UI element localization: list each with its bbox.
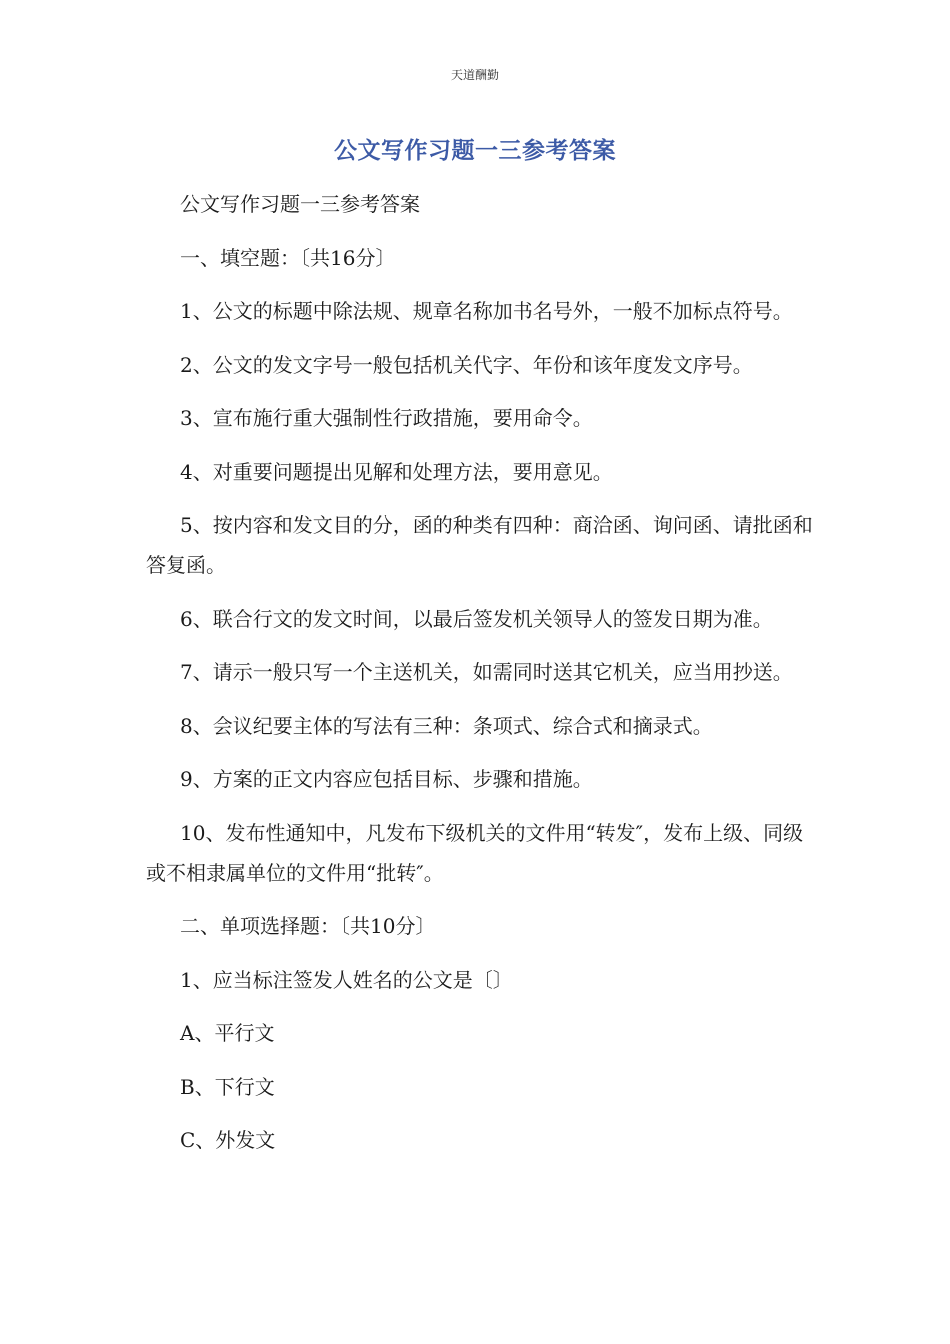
answer-option: B、下行文 [180,1074,275,1099]
paragraph: 5、按内容和发文目的分，函的种类有四种：商洽函、询问函、请批函和答复函。 [146,513,813,577]
paragraph: 2、公文的发文字号一般包括机关代字、年份和该年度发文序号。 [180,352,753,377]
paragraph: 10、发布性通知中，凡发布下级机关的文件用“转发″，发布上级、同级或不相隶属单位的文件用“批转″。 [146,820,804,885]
document-title: 公文写作习题一三参考答案 [334,138,616,164]
page-header: 天道酬勤 [450,68,499,82]
paragraph: 公文写作习题一三参考答案 [180,192,420,216]
paragraph: 4、对重要问题提出见解和处理方法，要用意见。 [180,459,613,484]
section-heading: 一、填空题：〔共16分〕 [180,245,396,270]
paragraph: 3、宣布施行重大强制性行政措施，要用命令。 [180,406,593,430]
paragraph: 1、公文的标题中除法规、规章名称加书名号外，一般不加标点符号。 [180,299,793,323]
answer-option: C、外发文 [180,1128,276,1152]
paragraph: 9、方案的正文内容应包括目标、步骤和措施。 [180,767,593,791]
question: 1、应当标注签发人姓名的公文是〔〕 [180,967,513,992]
paragraph: 7、请示一般只写一个主送机关，如需同时送其它机关，应当用抄送。 [180,660,793,684]
document-body [146,184,822,1174]
answer-option: A、平行文 [180,1021,275,1045]
section-heading: 二、单项选择题：〔共10分〕 [180,914,436,938]
paragraph: 8、会议纪要主体的写法有三种：条项式、综合式和摘录式。 [180,713,713,738]
paragraph: 6、联合行文的发文时间，以最后签发机关领导人的签发日期为准。 [180,606,773,631]
